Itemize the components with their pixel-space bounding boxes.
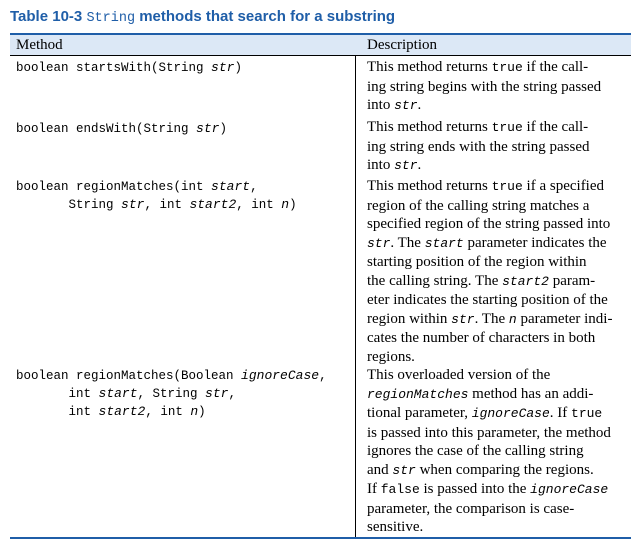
desc-text: . If xyxy=(549,405,572,421)
desc-line xyxy=(367,348,631,367)
desc-text: sensitive. xyxy=(367,519,424,535)
method-text: , String xyxy=(137,387,206,401)
description-column-header: Description xyxy=(367,37,437,53)
desc-text: and xyxy=(367,461,393,478)
method-text: ) xyxy=(219,122,227,136)
desc-text: This method returns xyxy=(367,59,492,75)
method-text: boolean regionMatches(Boolean xyxy=(16,369,242,383)
method-text: start xyxy=(211,179,251,194)
desc-line xyxy=(367,291,631,310)
desc-text: ignoreCase xyxy=(530,482,609,497)
desc-line xyxy=(367,424,631,443)
desc-text: ing string ends with the string passed xyxy=(367,138,590,155)
desc-text: start xyxy=(424,235,464,251)
desc-line xyxy=(367,197,631,216)
desc-text: This method returns xyxy=(367,119,492,135)
method-cell xyxy=(16,178,297,214)
method-text: , int xyxy=(144,198,190,212)
method-text: , xyxy=(250,180,258,194)
desc-text: regionMatches xyxy=(367,386,469,402)
header-separator xyxy=(10,55,631,56)
desc-text: start2 xyxy=(502,273,549,289)
method-text: , xyxy=(319,369,327,383)
desc-text: is passed into the xyxy=(419,481,531,497)
desc-text: . xyxy=(417,97,422,113)
method-line xyxy=(16,385,327,403)
method-text: , int xyxy=(236,198,282,212)
method-text: str xyxy=(205,386,229,401)
method-text: int xyxy=(16,405,99,419)
method-text: boolean regionMatches(int xyxy=(16,180,212,194)
desc-text: parameter indicates the xyxy=(463,234,607,251)
method-text: n xyxy=(281,197,290,212)
desc-line xyxy=(367,404,631,424)
desc-text: true xyxy=(491,179,523,194)
desc-line xyxy=(367,234,631,254)
desc-text: parameter indi- xyxy=(516,310,613,327)
method-line xyxy=(16,403,327,421)
method-line xyxy=(16,178,297,196)
desc-line xyxy=(367,442,631,461)
desc-line xyxy=(367,156,631,176)
desc-text: into xyxy=(367,157,395,173)
method-text: str xyxy=(121,197,145,212)
desc-text: param- xyxy=(548,272,596,289)
method-text: ) xyxy=(289,198,297,212)
desc-line xyxy=(367,366,631,385)
desc-line xyxy=(367,138,631,157)
desc-text: when comparing the regions. xyxy=(415,461,594,478)
table-caption xyxy=(10,8,395,26)
desc-text: the calling string. The xyxy=(367,272,503,289)
desc-line xyxy=(367,310,631,330)
method-line xyxy=(16,120,227,138)
desc-text: if the call- xyxy=(522,59,589,75)
desc-line xyxy=(367,500,631,519)
desc-text: region of the calling string matches a xyxy=(367,197,590,214)
desc-text: str xyxy=(367,235,391,251)
description-cell xyxy=(367,177,631,366)
desc-text: This method returns xyxy=(367,178,492,194)
caption-text: methods that search for a substring xyxy=(135,8,396,25)
bottom-rule xyxy=(10,537,631,539)
desc-text: ignores the case of the calling string xyxy=(367,443,584,459)
method-column-header: Method xyxy=(16,37,63,53)
desc-line xyxy=(367,329,631,348)
desc-text: starting position of the region within xyxy=(367,254,587,270)
desc-line xyxy=(367,461,631,481)
method-line xyxy=(16,196,297,214)
desc-line xyxy=(367,385,631,405)
method-text: str xyxy=(211,60,235,75)
desc-text: str xyxy=(394,98,418,113)
method-text: str xyxy=(196,121,220,136)
desc-text: into xyxy=(367,97,395,113)
method-text: start2 xyxy=(189,197,237,212)
column-divider xyxy=(355,55,356,537)
method-text: , xyxy=(228,387,236,401)
desc-text: parameter, the comparison is case- xyxy=(367,500,575,517)
desc-text: str xyxy=(394,158,418,173)
description-cell xyxy=(367,58,631,116)
desc-text: . The xyxy=(474,310,509,327)
desc-line xyxy=(367,96,631,116)
desc-text: ing string begins with the string passed xyxy=(367,78,602,95)
desc-text: if a specified xyxy=(522,178,605,194)
desc-text: if the call- xyxy=(522,119,589,135)
desc-text: n xyxy=(508,311,517,327)
table-number: Table 10-3 xyxy=(10,8,83,25)
desc-text: true xyxy=(491,60,523,75)
method-text: int xyxy=(16,387,99,401)
method-cell xyxy=(16,120,227,138)
method-text: start2 xyxy=(98,404,146,419)
method-text: , int xyxy=(145,405,191,419)
desc-text: method has an addi- xyxy=(468,385,594,402)
desc-text: cates the number of characters in both xyxy=(367,330,596,346)
method-text: ) xyxy=(234,61,242,75)
description-cell xyxy=(367,118,631,176)
desc-text: ignoreCase xyxy=(471,406,550,421)
desc-text: If xyxy=(367,481,381,497)
method-text: String xyxy=(16,198,122,212)
method-text: ) xyxy=(198,405,206,419)
desc-line xyxy=(367,253,631,272)
desc-text: str xyxy=(392,462,416,478)
desc-text: true xyxy=(491,120,523,135)
desc-line xyxy=(367,177,631,197)
desc-text: false xyxy=(380,482,420,497)
desc-line xyxy=(367,272,631,292)
desc-text: eter indicates the starting position of the xyxy=(367,292,608,308)
caption-code-word: String xyxy=(86,11,136,26)
method-text: start xyxy=(98,386,138,401)
desc-text: . The xyxy=(390,234,425,251)
desc-text: true xyxy=(571,406,603,421)
method-cell xyxy=(16,59,242,77)
desc-line xyxy=(367,215,631,234)
desc-line xyxy=(367,518,631,537)
method-line xyxy=(16,367,327,385)
desc-line xyxy=(367,78,631,97)
method-text: ignoreCase xyxy=(241,368,320,383)
desc-text: region within xyxy=(367,310,452,327)
method-text: boolean startsWith(String xyxy=(16,61,212,75)
method-cell xyxy=(16,367,327,421)
desc-line xyxy=(367,480,631,500)
header-band xyxy=(10,35,631,55)
desc-line xyxy=(367,118,631,138)
method-text: n xyxy=(190,404,199,419)
desc-text: is passed into this parameter, the method xyxy=(367,424,611,441)
desc-text: specified region of the string passed into xyxy=(367,216,611,232)
desc-text: str xyxy=(451,311,475,327)
desc-text: regions. xyxy=(367,348,415,365)
method-line xyxy=(16,59,242,77)
desc-text: . xyxy=(417,157,422,173)
method-text: boolean endsWith(String xyxy=(16,122,197,136)
description-cell xyxy=(367,366,631,537)
desc-line xyxy=(367,58,631,78)
desc-text: This overloaded version of the xyxy=(367,367,551,383)
desc-text: tional parameter, xyxy=(367,405,472,421)
